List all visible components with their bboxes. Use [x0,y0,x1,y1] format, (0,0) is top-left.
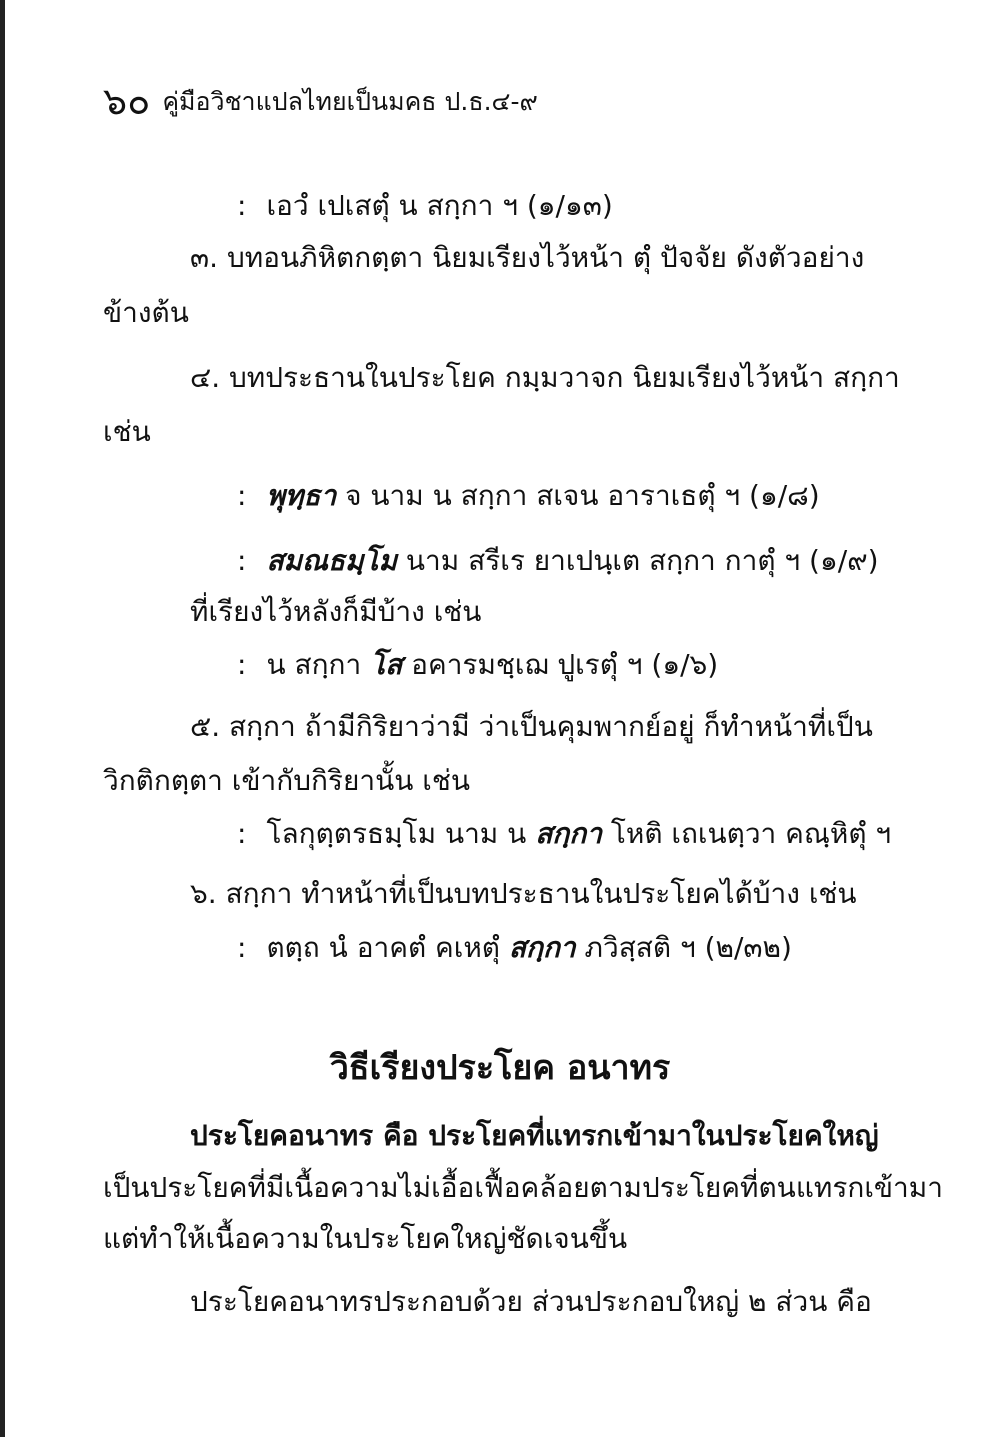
example-line [237,814,891,854]
example-emphasis: สมณธมฺโม [266,544,398,577]
paragraph-line: เช่น [103,415,151,448]
section-heading: วิธีเรียงประโยค อนาทร [329,1048,671,1088]
page-header [103,70,538,131]
example-colon: : [237,479,247,512]
example-colon: : [237,648,247,681]
paragraph-line: ข้างต้น [103,296,189,329]
paragraph-line: วิกติกตฺตา เข้ากับกิริยานั้น เช่น [103,764,470,797]
example-text: ตตฺถ นํ อาคตํ คเหตุํ [266,931,509,964]
paragraph-line: ประโยคอนาทรประกอบด้วย ส่วนประกอบใหญ่ ๒ ส่วน คือ [190,1285,872,1318]
example-colon: : [237,189,247,222]
example-text: โลกุตฺตรธมฺโม นาม น [266,817,536,850]
paragraph-line: ๖. สกฺกา ทำหน้าที่เป็นบทประธานในประโยคได้บ้าง เช่น [190,877,857,910]
paragraph-line: เป็นประโยคที่มีเนื้อความไม่เอื้อเฟื้อคล้อยตามประโยคที่ตนแทรกเข้ามา [103,1171,943,1204]
example-line [237,645,718,685]
page-edge-rule [0,0,5,1437]
example-emphasis: โส [370,648,403,681]
example-text: อคารมชฺเฌ ปูเรตุํ ฯ (๑/๖) [402,648,719,681]
example-text: ภวิสฺสติ ฯ (๒/๓๒) [575,931,792,964]
example-line [237,186,613,226]
paragraph-line: ๔. บทประธานในประโยค กมฺมวาจก นิยมเรียงไว้หน้า สกฺกา [190,361,900,394]
paragraph-line: ๕. สกฺกา ถ้ามีกิริยาว่ามี ว่าเป็นคุมพากย์อยู่ ก็ทำหน้าที่เป็น [190,710,873,743]
example-text: จ นาม น สกฺกา สเจน อาราเธตุํ ฯ (๑/๘) [336,479,820,512]
example-colon: : [237,544,247,577]
page-number: ๖๐ [103,79,151,123]
example-text: เอวํ เปเสตุํ น สกฺกา ฯ (๑/๑๓) [266,189,613,222]
paragraph-line: แต่ทำให้เนื้อความในประโยคใหญ่ชัดเจนขึ้น [103,1222,628,1255]
example-text: นาม สรีเร ยาเปนฺเต สกฺกา กาตุํ ฯ (๑/๙) [397,544,879,577]
example-emphasis: สกฺกา [508,931,576,964]
definition-lead: ประโยคอนาทร คือ ประโยคที่แทรกเข้ามาในประโยคใหญ่ [190,1119,879,1152]
example-colon: : [237,817,247,850]
example-line [237,476,820,516]
paragraph-line: ที่เรียงไว้หลังก็มีบ้าง เช่น [190,595,482,628]
example-colon: : [237,931,247,964]
example-text: โหติ เถเนตฺวา คณฺหิตุํ ฯ [601,817,892,850]
example-line [237,928,792,968]
running-title: คู่มือวิชาแปลไทยเป็นมคธ ป.ธ.๔-๙ [162,87,538,116]
paragraph-line: ๓. บทอนภิหิตกตฺตา นิยมเรียงไว้หน้า ตุํ ปัจจัย ดังตัวอย่าง [190,241,865,274]
example-line [237,541,879,581]
example-emphasis: สกฺกา [535,817,602,850]
example-text: น สกฺกา [266,648,371,681]
example-emphasis: พุทฺธา [266,479,337,512]
